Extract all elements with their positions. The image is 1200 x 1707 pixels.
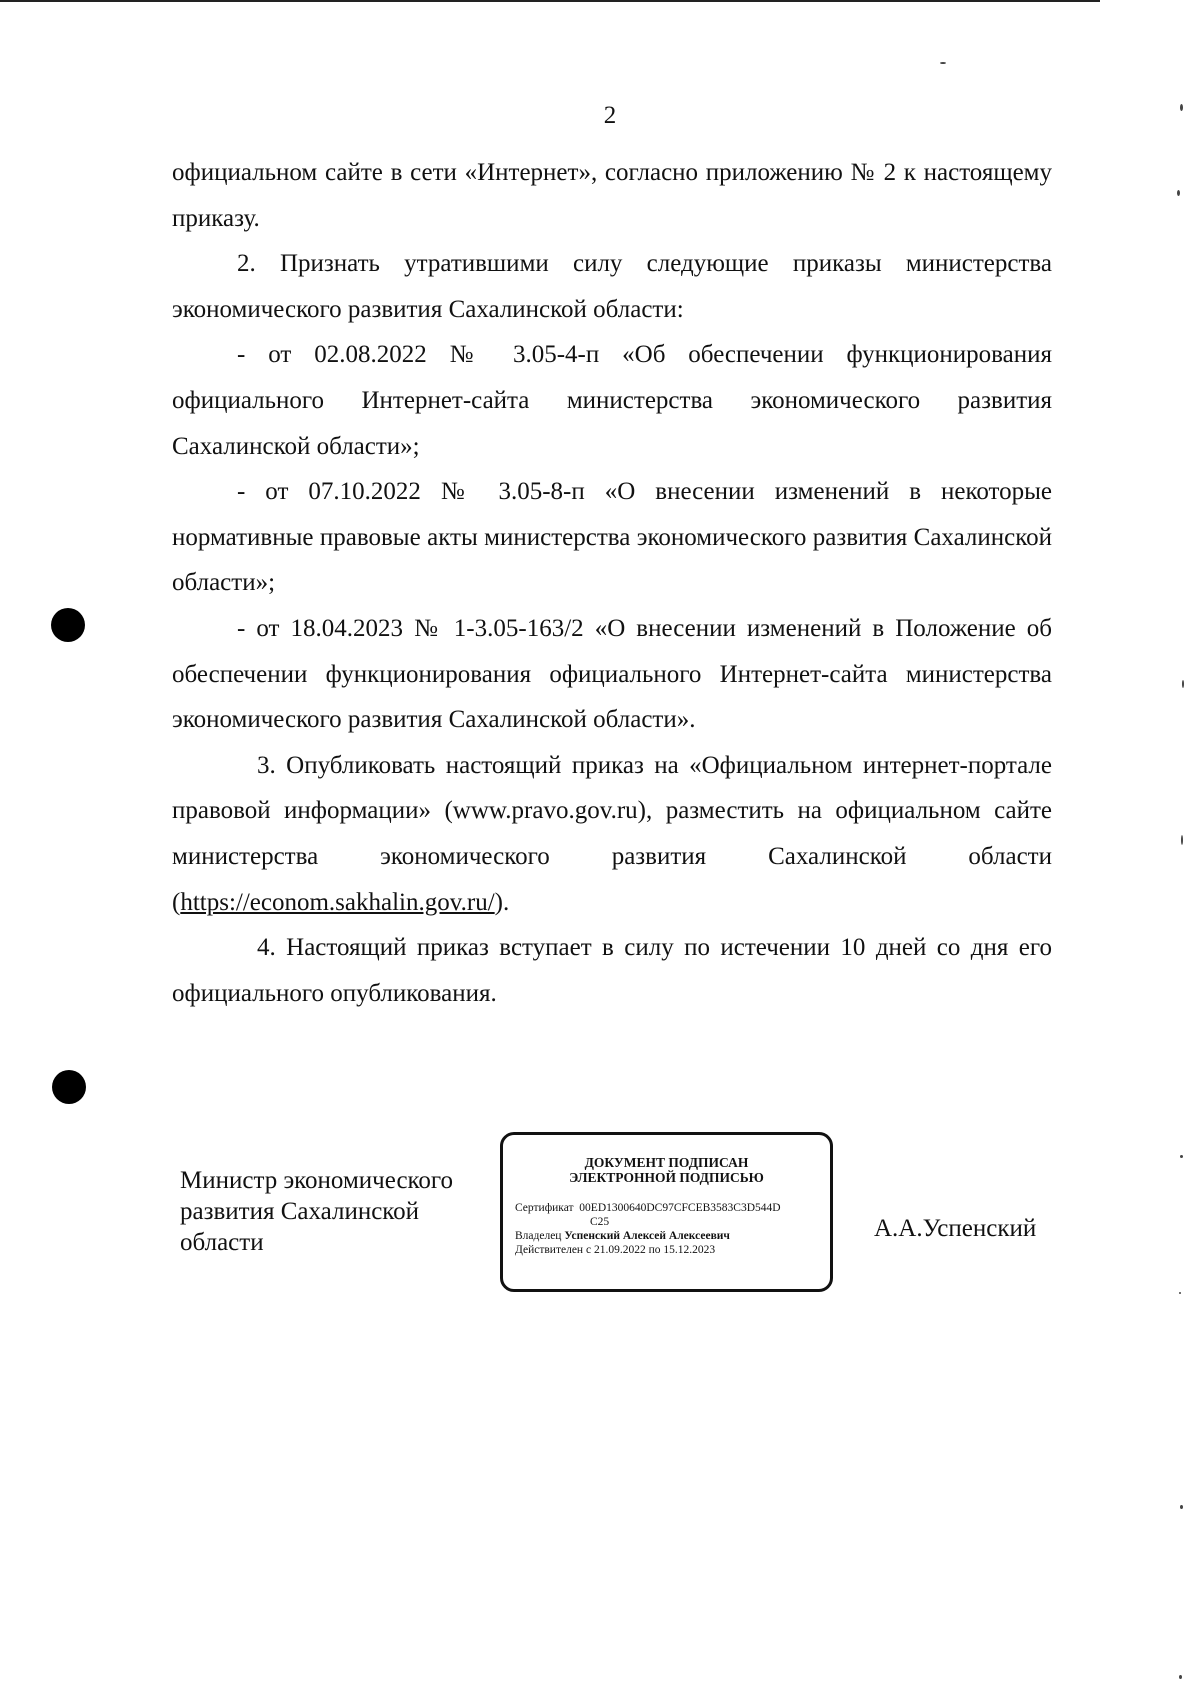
stamp-cert-tail: C25 [590, 1216, 610, 1228]
stamp-owner-label: Владелец [515, 1230, 562, 1242]
stamp-title [503, 1155, 830, 1185]
item-3-tail: ). [494, 888, 510, 916]
page-number: 2 [603, 102, 617, 129]
stamp-details [515, 1201, 830, 1257]
punch-hole-mark [51, 608, 85, 642]
punch-hole-mark [52, 1070, 86, 1104]
stamp-cert-label: Сертификат [515, 1202, 574, 1214]
document-body [172, 150, 1052, 1016]
paragraph-item-2: 2. Признать утратившими силу следующие приказы министерства экономического развития Сахалинской области: [172, 250, 1052, 323]
signatory-position [180, 1165, 453, 1258]
item-3-text: 3. Опубликовать настоящий приказ на «Официальном интернет-портале правовой информации» (www.pravo.gov.ru), разместить на официальном сайте министерства экономического развития Сахалинской области ( [172, 751, 1052, 916]
stamp-owner [515, 1229, 830, 1243]
scan-speck [940, 62, 946, 64]
signatory-line: развития Сахалинской [180, 1198, 420, 1225]
paragraph-item-2-a: - от 02.08.2022 № 3.05-4-п «Об обеспечении функционирования официального Интернет-сайта министерства экономического развития Сахалинской области»; [172, 341, 1052, 460]
econom-site-link[interactable]: https://econom.sakhalin.gov.ru/ [180, 888, 495, 916]
scan-speck [1180, 1155, 1183, 1158]
signatory-line: области [180, 1229, 264, 1256]
stamp-title-line: ЭЛЕКТРОННОЙ ПОДПИСЬЮ [569, 1170, 764, 1185]
paragraph-item-3 [172, 743, 1052, 925]
scan-speck [1177, 190, 1180, 196]
scan-speck [1180, 104, 1183, 111]
scan-speck [1179, 1292, 1181, 1294]
paragraph-item-2-b: - от 07.10.2022 № 3.05-8-п «О внесении изменений в некоторые нормативные правовые акты министерства экономического развития Сахалинской области»; [172, 478, 1052, 597]
stamp-certificate [515, 1201, 830, 1215]
signer-name: А.А.Успенский [874, 1215, 1037, 1242]
stamp-cert-value: 00ED1300640DC97CFCEB3583C3D544D [579, 1202, 781, 1214]
signatory-line: Министр экономического [180, 1167, 454, 1194]
paragraph-item-4: 4. Настоящий приказ вступает в силу по истечении 10 дней со дня его официального опубликования. [172, 934, 1052, 1007]
paragraph-item-2-c: - от 18.04.2023 № 1-3.05-163/2 «О внесении изменений в Положение об обеспечении функционирования официального Интернет-сайта министерства экономического развития Сахалинской области». [172, 614, 1052, 734]
paragraph-continuation: официальном сайте в сети «Интернет», согласно приложению № 2 к настоящему приказу. [172, 159, 1052, 232]
stamp-owner-name: Успенский Алексей Алексеевич [564, 1230, 730, 1242]
stamp-validity: Действителен с 21.09.2022 по 15.12.2023 [515, 1244, 716, 1256]
scan-speck [1180, 1505, 1183, 1509]
scan-speck [1182, 680, 1184, 688]
scan-speck [1179, 1675, 1182, 1679]
scan-speck [1181, 835, 1183, 845]
top-rule [0, 0, 1100, 2]
electronic-signature-stamp [500, 1132, 833, 1292]
stamp-title-line: ДОКУМЕНТ ПОДПИСАН [584, 1155, 749, 1170]
